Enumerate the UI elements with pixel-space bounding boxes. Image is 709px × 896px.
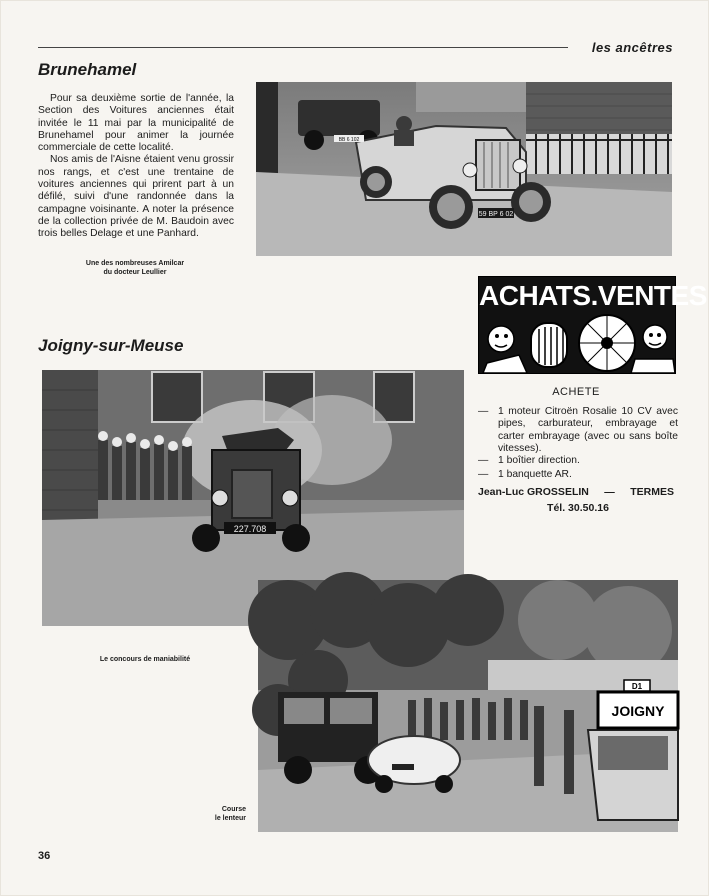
article-title-brunehamel: Brunehamel <box>38 60 137 79</box>
ad-item-text: 1 banquette AR. <box>498 469 572 480</box>
caption-line: Course <box>221 806 246 813</box>
paragraph: Nos amis de l'Aisne étaient venu grossir nos rangs, et c'est une trentaine de voitures anciennes qui prirent part à un défilé, suivi d'une randonnée dans la campagne voisinante. A noter la présence de la collection privée de M. Baudoin avec trois belles Delage et une Panhard. <box>38 154 234 240</box>
photo-caption-amilcar <box>60 260 210 277</box>
photo-caption-course <box>198 806 246 823</box>
ad-banner-title: ACHATS.VENTES <box>479 280 707 311</box>
paragraph: Pour sa deuxième sortie de l'année, la Section des Voitures anciennes était invitée le 11 mai par la municipalité de Brunehamel pour animer la journée commerciale de cette localité. <box>38 93 234 154</box>
header-rule <box>38 47 568 48</box>
article-title-joigny: Joigny-sur-Meuse <box>38 336 184 355</box>
contact-place: TERMES <box>630 486 674 498</box>
photo-amilcar-graphic <box>256 82 672 256</box>
ad-item-dash: — <box>478 469 489 480</box>
caption-line: du docteur Leullier <box>103 268 167 276</box>
ad-item-text: 1 moteur Citroën Rosalie 10 CV avec pipes, carburateur, embrayage et carter embrayage (avec ou sans boîte vitesses). <box>498 406 678 454</box>
road-sign-route: D1 <box>631 682 643 691</box>
contact-name: Jean-Luc GROSSELIN <box>478 486 589 498</box>
caption-line: le lenteur <box>214 814 246 822</box>
ad-item <box>478 406 678 455</box>
ad-heading: ACHETE <box>552 386 600 398</box>
license-plate: 59 BP 6 02 <box>478 211 514 218</box>
ad-item <box>478 455 678 467</box>
ad-item <box>478 469 678 481</box>
ad-phone: Tél. 30.50.16 <box>547 502 609 514</box>
photo-caption-maniabilite: Le concours de maniabilité <box>99 656 191 663</box>
photo-amilcar-car <box>256 82 672 256</box>
ad-item-dash: — <box>478 406 489 417</box>
section-tag: les ancêtres <box>591 40 673 55</box>
contact-separator: — <box>604 486 615 498</box>
ad-contact <box>478 486 674 498</box>
photo-course-lenteur <box>258 580 678 832</box>
road-sign-text: JOIGNY <box>611 703 665 719</box>
article-body-brunehamel <box>38 93 234 241</box>
ad-banner <box>478 276 707 374</box>
ad-item-dash: — <box>478 455 489 466</box>
license-plate: 227.708 <box>233 524 267 534</box>
page-number: 36 <box>38 850 51 862</box>
caption-line: Une des nombreuses Amilcar <box>85 260 185 267</box>
ad-item-text: 1 boîtier direction. <box>498 455 580 466</box>
ad-banner-illustration <box>479 313 675 373</box>
license-plate-back: BB 6 102 <box>338 137 360 143</box>
photo-course-graphic <box>258 580 678 832</box>
